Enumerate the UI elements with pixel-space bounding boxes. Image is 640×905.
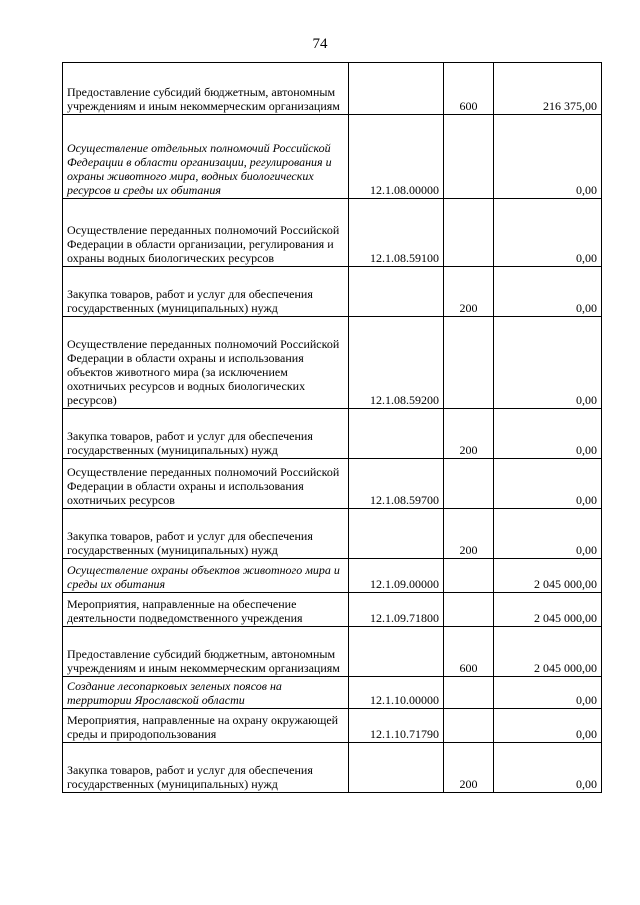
row-type-cell <box>444 459 494 509</box>
table-row <box>63 593 602 627</box>
row-name-cell: Осуществление переданных полномочий Российской Федерации в области охраны и использования объектов животного мира (за исключением охотничьих ресурсов и водных биологических ресурсов) <box>63 317 349 409</box>
row-type-cell <box>444 559 494 593</box>
row-sum-cell: 0,00 <box>494 509 602 559</box>
table-row <box>63 267 602 317</box>
table-row <box>63 627 602 677</box>
row-name-cell: Закупка товаров, работ и услуг для обеспечения государственных (муниципальных) нужд <box>63 743 349 793</box>
row-sum-cell: 0,00 <box>494 199 602 267</box>
row-code-cell <box>349 409 444 459</box>
row-name-cell: Мероприятия, направленные на обеспечение деятельности подведомственного учреждения <box>63 593 349 627</box>
row-name-cell: Закупка товаров, работ и услуг для обеспечения государственных (муниципальных) нужд <box>63 509 349 559</box>
row-type-cell <box>444 115 494 199</box>
row-type-cell <box>444 593 494 627</box>
row-name-cell: Осуществление переданных полномочий Российской Федерации в области охраны и использования охотничьих ресурсов <box>63 459 349 509</box>
page-number: 74 <box>312 36 328 52</box>
row-name-cell: Предоставление субсидий бюджетным, автономным учреждениям и иным некоммерческим организациям <box>63 63 349 115</box>
row-code-cell <box>349 63 444 115</box>
row-code-cell: 12.1.08.59200 <box>349 317 444 409</box>
row-type-cell <box>444 317 494 409</box>
row-sum-cell: 216 375,00 <box>494 63 602 115</box>
table-row <box>63 677 602 709</box>
row-code-cell <box>349 267 444 317</box>
row-name-cell: Предоставление субсидий бюджетным, автономным учреждениям и иным некоммерческим организациям <box>63 627 349 677</box>
row-code-cell: 12.1.08.59700 <box>349 459 444 509</box>
table-row <box>63 559 602 593</box>
row-sum-cell: 0,00 <box>494 459 602 509</box>
row-name-cell: Закупка товаров, работ и услуг для обеспечения государственных (муниципальных) нужд <box>63 409 349 459</box>
row-code-cell <box>349 743 444 793</box>
row-type-cell: 200 <box>444 743 494 793</box>
row-sum-cell: 0,00 <box>494 115 602 199</box>
row-type-cell <box>444 709 494 743</box>
row-name-cell: Закупка товаров, работ и услуг для обеспечения государственных (муниципальных) нужд <box>63 267 349 317</box>
row-code-cell: 12.1.09.00000 <box>349 559 444 593</box>
row-name-cell: Создание лесопарковых зеленых поясов на территории Ярославской области <box>63 677 349 709</box>
budget-table-body <box>63 63 602 793</box>
table-row <box>63 115 602 199</box>
row-type-cell <box>444 199 494 267</box>
row-sum-cell: 0,00 <box>494 743 602 793</box>
row-sum-cell: 0,00 <box>494 677 602 709</box>
row-code-cell: 12.1.08.00000 <box>349 115 444 199</box>
row-type-cell: 200 <box>444 409 494 459</box>
table-row <box>63 459 602 509</box>
table-row <box>63 709 602 743</box>
row-type-cell: 600 <box>444 63 494 115</box>
table-row <box>63 63 602 115</box>
row-sum-cell: 0,00 <box>494 317 602 409</box>
row-code-cell <box>349 627 444 677</box>
row-code-cell: 12.1.10.71790 <box>349 709 444 743</box>
row-name-cell: Осуществление охраны объектов животного мира и среды их обитания <box>63 559 349 593</box>
row-name-cell: Мероприятия, направленные на охрану окружающей среды и природопользования <box>63 709 349 743</box>
row-type-cell: 200 <box>444 267 494 317</box>
row-sum-cell: 2 045 000,00 <box>494 593 602 627</box>
row-sum-cell: 0,00 <box>494 709 602 743</box>
row-type-cell <box>444 677 494 709</box>
row-sum-cell: 2 045 000,00 <box>494 559 602 593</box>
table-row <box>63 509 602 559</box>
table-row <box>63 743 602 793</box>
row-name-cell: Осуществление отдельных полномочий Российской Федерации в области организации, регулирования и охраны животного мира, водных биологических ресурсов и среды их обитания <box>63 115 349 199</box>
budget-table <box>62 62 602 793</box>
row-code-cell: 12.1.08.59100 <box>349 199 444 267</box>
row-type-cell: 200 <box>444 509 494 559</box>
row-code-cell <box>349 509 444 559</box>
row-code-cell: 12.1.10.00000 <box>349 677 444 709</box>
row-sum-cell: 0,00 <box>494 267 602 317</box>
table-row <box>63 317 602 409</box>
row-type-cell: 600 <box>444 627 494 677</box>
row-code-cell: 12.1.09.71800 <box>349 593 444 627</box>
row-sum-cell: 0,00 <box>494 409 602 459</box>
table-row <box>63 199 602 267</box>
row-sum-cell: 2 045 000,00 <box>494 627 602 677</box>
table-row <box>63 409 602 459</box>
row-name-cell: Осуществление переданных полномочий Российской Федерации в области организации, регулирования и охраны водных биологических ресурсов <box>63 199 349 267</box>
